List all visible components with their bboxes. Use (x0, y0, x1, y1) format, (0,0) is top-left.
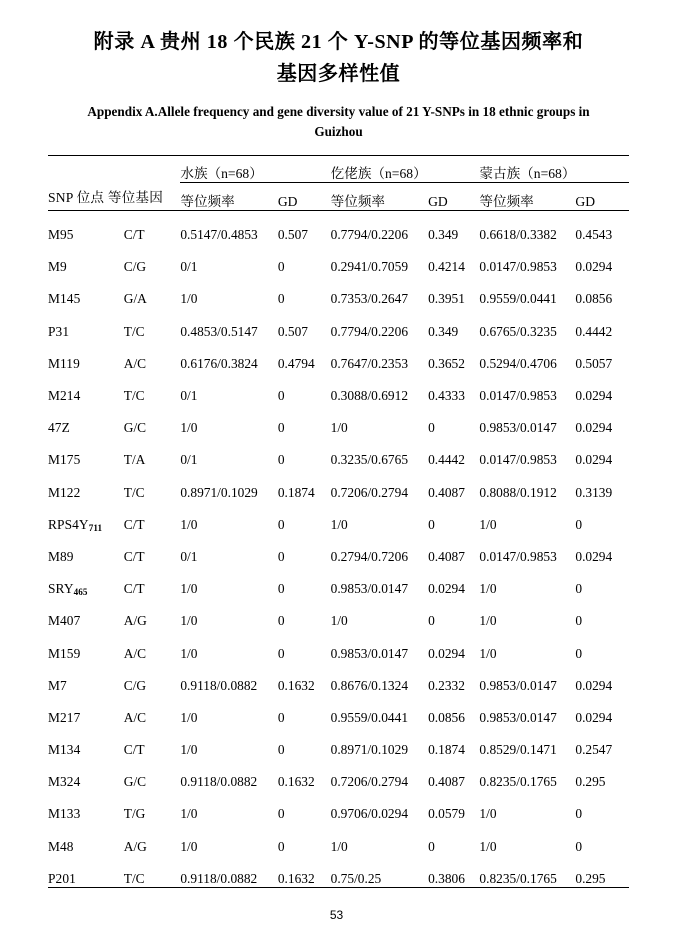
table-row (48, 790, 629, 822)
cell-freq-mongol: 0.9853/0.0147 (479, 709, 557, 725)
cell-gd-shui: 0 (277, 388, 285, 404)
cell-gd-gelao: 0.4214 (428, 259, 465, 275)
cell-allele: T/G (123, 806, 146, 822)
cell-freq-shui: 1/0 (180, 709, 198, 725)
cell-gd-mongol: 0.0294 (575, 259, 613, 275)
group-header-gelao: 仡佬族（n=68） (331, 156, 480, 183)
subheader-gd-shui: GD (277, 193, 298, 209)
cell-freq-mongol: 1/0 (479, 645, 497, 661)
cell-freq-gelao: 0.2794/0.7206 (330, 548, 409, 564)
cell-snp-locus: M119 (48, 355, 80, 371)
cell-gd-gelao: 0.349 (428, 227, 459, 243)
cell-gd-mongol: 0 (575, 613, 583, 629)
cell-freq-mongol: 0.5294/0.4706 (479, 355, 557, 371)
cell-freq-mongol: 1/0 (479, 613, 497, 629)
subheader-freq-shui: 等位频率 (180, 193, 235, 209)
cell-gd-mongol: 0.0294 (575, 452, 613, 468)
cell-allele: T/A (123, 452, 146, 468)
cell-freq-gelao: 0.8676/0.1324 (330, 677, 409, 693)
cell-snp-locus: M159 (48, 645, 81, 661)
cell-freq-shui: 1/0 (180, 420, 198, 436)
cell-gd-mongol: 0 (575, 645, 583, 661)
cell-freq-mongol: 0.8529/0.1471 (479, 742, 557, 758)
cell-gd-mongol: 0.0294 (575, 388, 613, 404)
cell-freq-gelao: 0.9706/0.0294 (330, 806, 409, 822)
cell-freq-shui: 0/1 (180, 548, 198, 564)
table-bottom-rule (48, 887, 629, 888)
cell-freq-gelao: 0.7353/0.2647 (330, 291, 409, 307)
cell-gd-gelao: 0.4333 (428, 388, 465, 404)
cell-freq-shui: 1/0 (180, 742, 198, 758)
cell-freq-mongol: 0.8088/0.1912 (479, 484, 557, 500)
cell-freq-mongol: 0.8235/0.1765 (479, 870, 557, 886)
cell-gd-mongol: 0.4543 (575, 227, 613, 243)
cell-freq-mongol: 0.9559/0.0441 (479, 291, 557, 307)
cell-freq-mongol: 0.0147/0.9853 (479, 259, 557, 275)
snp-table-wrapper (48, 155, 629, 888)
cell-gd-shui: 0 (277, 420, 285, 436)
cell-gd-mongol: 0 (575, 806, 583, 822)
cell-gd-mongol: 0.295 (575, 774, 606, 790)
cell-gd-mongol: 0 (575, 838, 583, 854)
cell-gd-mongol: 0.2547 (575, 742, 613, 758)
cell-gd-shui: 0.507 (277, 227, 308, 243)
table-row (48, 629, 629, 661)
cell-freq-gelao: 0.2941/0.7059 (330, 259, 409, 275)
cell-gd-shui: 0 (277, 452, 285, 468)
cell-gd-shui: 0 (277, 709, 285, 725)
cell-freq-gelao: 0.7206/0.2794 (330, 774, 409, 790)
table-row (48, 436, 629, 468)
cell-freq-gelao: 1/0 (330, 516, 348, 532)
cell-gd-shui: 0.1632 (277, 677, 315, 693)
cell-freq-mongol: 1/0 (479, 838, 497, 854)
cell-snp-locus: $SRY_{465}$ (48, 581, 88, 598)
page-title-english (70, 102, 607, 142)
cell-freq-gelao: 0.9559/0.0441 (330, 709, 409, 725)
cell-gd-mongol: 0.3139 (575, 484, 613, 500)
cell-allele: T/C (123, 484, 145, 500)
cell-gd-mongol: 0.0294 (575, 677, 613, 693)
table-header (48, 155, 629, 210)
cell-gd-gelao: 0.0294 (428, 581, 465, 597)
cell-gd-mongol: 0.0856 (575, 291, 613, 307)
cell-freq-gelao: 0.7794/0.2206 (330, 323, 409, 339)
cell-gd-mongol: 0.0294 (575, 548, 613, 564)
cell-freq-gelao: 1/0 (330, 420, 348, 436)
page-title-chinese (52, 26, 625, 91)
table-footer (48, 887, 629, 888)
cell-freq-shui: 1/0 (180, 613, 198, 629)
cell-gd-shui: 0.1874 (277, 484, 315, 500)
cell-freq-gelao: 0.9853/0.0147 (330, 581, 409, 597)
cell-gd-shui: 0 (277, 259, 285, 275)
cell-freq-mongol: 1/0 (479, 516, 497, 532)
table-row (48, 501, 629, 533)
cell-snp-locus: M214 (48, 388, 81, 404)
cell-freq-shui: 1/0 (180, 291, 198, 307)
cell-gd-shui: 0 (277, 613, 285, 629)
cell-freq-shui: 0/1 (180, 259, 198, 275)
cell-gd-gelao: 0.2332 (428, 677, 465, 693)
cell-freq-gelao: 0.7647/0.2353 (330, 355, 409, 371)
cell-allele: A/C (123, 645, 147, 661)
table-row (48, 372, 629, 404)
cell-gd-shui: 0 (277, 516, 285, 532)
cell-gd-mongol: 0.0294 (575, 420, 613, 436)
cell-allele: A/C (123, 709, 147, 725)
page-title-chinese-line2: 基因多样性值 (276, 63, 401, 86)
cell-allele: T/C (123, 323, 145, 339)
cell-gd-gelao: 0.4087 (428, 774, 465, 790)
table-row (48, 758, 629, 790)
table-row (48, 243, 629, 275)
group-header-shui: 水族（n=68） (180, 156, 330, 183)
cell-gd-gelao: 0 (428, 838, 435, 854)
table-row (48, 307, 629, 339)
page-number: 53 (329, 908, 344, 922)
cell-snp-locus: M175 (48, 452, 81, 468)
cell-allele: G/C (123, 420, 147, 436)
cell-gd-shui: 0.1632 (277, 870, 315, 886)
cell-freq-mongol: 1/0 (479, 581, 497, 597)
cell-freq-shui: 0.9118/0.0882 (180, 677, 258, 693)
cell-gd-shui: 0 (277, 581, 285, 597)
table-row (48, 468, 629, 500)
cell-snp-locus: M134 (48, 742, 81, 758)
table-row (48, 855, 629, 887)
table-row (48, 694, 629, 726)
cell-gd-mongol: 0.0294 (575, 709, 613, 725)
cell-freq-mongol: 0.6618/0.3382 (479, 227, 557, 243)
table-group-header-row (48, 156, 629, 183)
cell-snp-locus: M122 (48, 484, 81, 500)
subheader-freq-gelao: 等位频率 (330, 193, 386, 209)
table-row (48, 726, 629, 758)
cell-freq-mongol: 0.8235/0.1765 (479, 774, 557, 790)
cell-freq-shui: 1/0 (180, 838, 198, 854)
table-body (48, 210, 629, 886)
cell-allele: C/T (123, 227, 145, 243)
cell-gd-mongol: 0.5057 (575, 355, 613, 371)
table-row (48, 533, 629, 565)
cell-allele: G/C (123, 774, 147, 790)
cell-snp-locus: M407 (48, 613, 81, 629)
cell-allele: A/G (123, 613, 147, 629)
cell-freq-shui: 0.4853/0.5147 (180, 323, 258, 339)
cell-gd-mongol: 0.295 (575, 870, 606, 886)
cell-gd-shui: 0 (277, 742, 285, 758)
cell-gd-mongol: 0 (575, 516, 583, 532)
cell-freq-shui: 0/1 (180, 388, 198, 404)
cell-snp-locus: M145 (48, 291, 81, 307)
cell-freq-gelao: 0.7206/0.2794 (330, 484, 409, 500)
cell-freq-shui: 1/0 (180, 516, 198, 532)
table-row (48, 275, 629, 307)
cell-freq-shui: 0.8971/0.1029 (180, 484, 258, 500)
cell-snp-locus: M133 (48, 806, 81, 822)
cell-gd-shui: 0.1632 (277, 774, 315, 790)
cell-gd-gelao: 0.4087 (428, 548, 465, 564)
cell-allele: A/G (123, 838, 147, 854)
cell-freq-mongol: 0.0147/0.9853 (479, 548, 557, 564)
cell-snp-locus: 47Z (48, 420, 70, 436)
cell-gd-shui: 0 (277, 838, 285, 854)
cell-gd-gelao: 0.0294 (428, 645, 465, 661)
table-row (48, 565, 629, 597)
cell-allele: A/C (123, 355, 147, 371)
cell-freq-shui: 0.9118/0.0882 (180, 774, 258, 790)
column-header-snp-allele: SNP 位点 等位基因 (48, 189, 163, 205)
table-row (48, 404, 629, 436)
cell-gd-gelao: 0 (428, 613, 435, 629)
cell-snp-locus: M7 (48, 677, 67, 693)
table-row (48, 340, 629, 372)
subheader-gd-mongol: GD (575, 193, 596, 209)
cell-gd-gelao: 0.0856 (428, 709, 465, 725)
cell-freq-mongol: 0.6765/0.3235 (479, 323, 557, 339)
cell-gd-shui: 0.4794 (277, 355, 315, 371)
snp-allele-frequency-table (48, 155, 629, 888)
cell-freq-shui: 0/1 (180, 452, 198, 468)
cell-gd-gelao: 0.4442 (428, 452, 465, 468)
cell-freq-shui: 0.9118/0.0882 (180, 870, 258, 886)
cell-snp-locus: P31 (48, 323, 70, 339)
cell-freq-mongol: 0.0147/0.9853 (479, 452, 557, 468)
cell-gd-gelao: 0.4087 (428, 484, 465, 500)
cell-gd-shui: 0 (277, 291, 285, 307)
subheader-gd-gelao: GD (428, 193, 448, 209)
table-row (48, 822, 629, 854)
page-title-english-line2: groups in Guizhou (314, 103, 590, 139)
cell-freq-shui: 1/0 (180, 806, 198, 822)
cell-snp-locus: $RPS4Y_{711}$ (48, 516, 103, 534)
cell-freq-shui: 0.6176/0.3824 (180, 355, 258, 371)
cell-snp-locus: M324 (48, 774, 81, 790)
group-header-mongol: 蒙古族（n=68） (479, 156, 629, 183)
cell-freq-gelao: 0.75/0.25 (330, 870, 382, 886)
cell-snp-locus: M217 (48, 709, 81, 725)
cell-allele: C/T (123, 516, 145, 532)
cell-freq-shui: 0.5147/0.4853 (180, 227, 258, 243)
cell-gd-mongol: 0.4442 (575, 323, 613, 339)
cell-gd-gelao: 0 (428, 516, 435, 532)
cell-freq-gelao: 0.3088/0.6912 (330, 388, 409, 404)
cell-gd-gelao: 0.3951 (428, 291, 465, 307)
cell-allele: G/A (123, 291, 147, 307)
snp-subscript: 711 (88, 523, 103, 534)
page-title-english-line1: Appendix A.Allele frequency and gene diversity value of 21 Y-SNPs in 18 ethnic (87, 103, 534, 119)
cell-snp-locus: M9 (48, 259, 67, 275)
cell-snp-locus: P201 (48, 870, 76, 886)
cell-freq-gelao: 0.7794/0.2206 (330, 227, 409, 243)
cell-freq-mongol: 0.9853/0.0147 (479, 677, 557, 693)
cell-gd-mongol: 0 (575, 581, 583, 597)
cell-allele: C/T (123, 581, 145, 597)
table-row (48, 662, 629, 694)
cell-freq-gelao: 1/0 (330, 613, 348, 629)
cell-gd-shui: 0 (277, 806, 285, 822)
cell-gd-gelao: 0.3806 (428, 870, 465, 886)
cell-freq-gelao: 0.9853/0.0147 (330, 645, 409, 661)
page-title-chinese-line1: 附录 A 贵州 18 个民族 21 个 Y-SNP 的等位基因频率和 (93, 31, 584, 53)
cell-freq-shui: 1/0 (180, 645, 198, 661)
cell-snp-locus: M89 (48, 548, 74, 564)
cell-allele: C/G (123, 259, 147, 275)
cell-freq-gelao: 0.8971/0.1029 (330, 742, 409, 758)
subheader-freq-mongol: 等位频率 (479, 193, 534, 209)
cell-snp-locus: M95 (48, 227, 74, 243)
table-row (48, 210, 629, 243)
cell-allele: C/T (123, 548, 145, 564)
cell-freq-shui: 1/0 (180, 581, 198, 597)
cell-freq-mongol: 1/0 (479, 806, 497, 822)
cell-freq-mongol: 0.9853/0.0147 (479, 420, 557, 436)
cell-freq-gelao: 1/0 (330, 838, 348, 854)
cell-gd-gelao: 0.1874 (428, 742, 465, 758)
table-row (48, 597, 629, 629)
cell-gd-gelao: 0.3652 (428, 355, 465, 371)
cell-allele: C/G (123, 677, 147, 693)
cell-gd-shui: 0 (277, 645, 285, 661)
cell-gd-gelao: 0.349 (428, 323, 459, 339)
cell-freq-gelao: 0.3235/0.6765 (330, 452, 409, 468)
cell-gd-gelao: 0 (428, 420, 435, 436)
cell-gd-gelao: 0.0579 (428, 806, 465, 822)
cell-allele: T/C (123, 870, 145, 886)
cell-snp-locus: M48 (48, 838, 74, 854)
cell-allele: T/C (123, 388, 145, 404)
cell-allele: C/T (123, 742, 145, 758)
cell-gd-shui: 0.507 (277, 323, 308, 339)
cell-freq-mongol: 0.0147/0.9853 (479, 388, 557, 404)
cell-gd-shui: 0 (277, 548, 285, 564)
snp-subscript: 465 (73, 587, 88, 598)
